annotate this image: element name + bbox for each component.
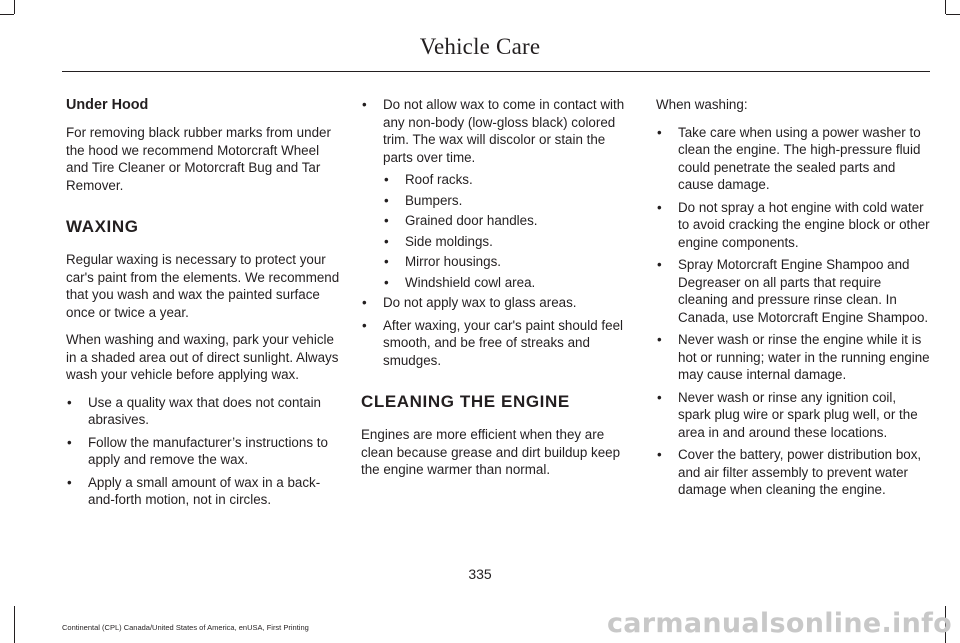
page-number: 335 <box>468 566 492 582</box>
under-hood-text: For removing black rubber marks from under the hood we recommend Motorcraft Wheel and Tire Cleaner or Motorcraft Bug and Tar Remover. <box>66 125 331 193</box>
trim-sub-list <box>361 171 637 291</box>
page-title: Vehicle Care <box>419 34 541 59</box>
wax-contact-bullet-list <box>361 96 637 166</box>
waxing-paragraph-2: When washing and waxing, park your vehicle in a shaded area out of direct sunlight. Always wash your vehicle before applying wax. <box>66 332 339 382</box>
list-item: • Never wash or rinse any ignition coil, spark plug wire or spark plug well, or the area in and around these locations. <box>656 389 932 442</box>
crop-mark-top-right-h <box>946 14 960 15</box>
cleaning-engine-text: Engines are more efficient when they are clean because grease and dirt buildup keep the engine warmer than normal. <box>361 427 621 477</box>
crop-mark-top-left-h <box>0 14 14 15</box>
crop-mark-bottom-left <box>14 606 15 643</box>
sub-list-item: • Side moldings. <box>361 233 637 251</box>
crop-mark-top-right <box>945 0 946 14</box>
sub-list-item: • Grained door handles. <box>361 212 637 230</box>
crop-mark-top-left <box>14 0 15 14</box>
list-item-text: Do not allow wax to come in contact with any non-body (low-gloss black) colored trim. The wax will discolor or stain the parts over time. <box>383 97 625 165</box>
washing-intro: When washing: <box>656 97 748 112</box>
waxing-heading: WAXING <box>66 217 139 236</box>
list-item: • After waxing, your car's paint should feel smooth, and be free of streaks and smudges. <box>361 317 637 370</box>
cleaning-engine-heading: CLEANING THE ENGINE <box>361 392 570 411</box>
column-2 <box>361 96 637 489</box>
sub-list-item: • Roof racks. <box>361 171 637 189</box>
list-item: • Do not spray a hot engine with cold water to avoid cracking the engine block or other engine components. <box>656 199 932 252</box>
column-1 <box>66 96 342 514</box>
watermark: carmanualsonline.info <box>606 608 952 639</box>
waxing-bullet-list <box>66 394 342 509</box>
list-item <box>361 96 637 166</box>
waxing-paragraph-1: Regular waxing is necessary to protect your car's paint from the elements. We recommend that you wash and wax the painted surface once or twice a year. <box>66 252 340 320</box>
list-item: • Never wash or rinse the engine while it is hot or running; water in the running engine may cause internal damage. <box>656 331 932 384</box>
column-3 <box>656 96 932 504</box>
header-rule <box>62 71 930 72</box>
list-item: • Do not apply wax to glass areas. <box>361 294 637 312</box>
sub-list-item: • Mirror housings. <box>361 253 637 271</box>
under-hood-heading: Under Hood <box>66 97 149 113</box>
list-item: • Apply a small amount of wax in a back-and-forth motion, not in circles. <box>66 474 342 509</box>
list-item: • Cover the battery, power distribution box, and air filter assembly to prevent water damage when cleaning the engine. <box>656 446 932 499</box>
engine-washing-bullet-list <box>656 124 932 499</box>
sub-list-item: • Windshield cowl area. <box>361 274 637 292</box>
footer-text: Continental (CPL) Canada/United States of America, enUSA, First Printing <box>62 623 309 632</box>
sub-list-item: • Bumpers. <box>361 192 637 210</box>
list-item: • Take care when using a power washer to clean the engine. The high-pressure fluid could penetrate the sealed parts and cause damage. <box>656 124 932 194</box>
list-item: • Use a quality wax that does not contain abrasives. <box>66 394 342 429</box>
list-item: • Spray Motorcraft Engine Shampoo and Degreaser on all parts that require cleaning and pressure rinse clean. In Canada, use Motorcraft Engine Shampoo. <box>656 256 932 326</box>
list-item: • Follow the manufacturer’s instructions to apply and remove the wax. <box>66 434 342 469</box>
waxing-bullet-list-2 <box>361 294 637 369</box>
